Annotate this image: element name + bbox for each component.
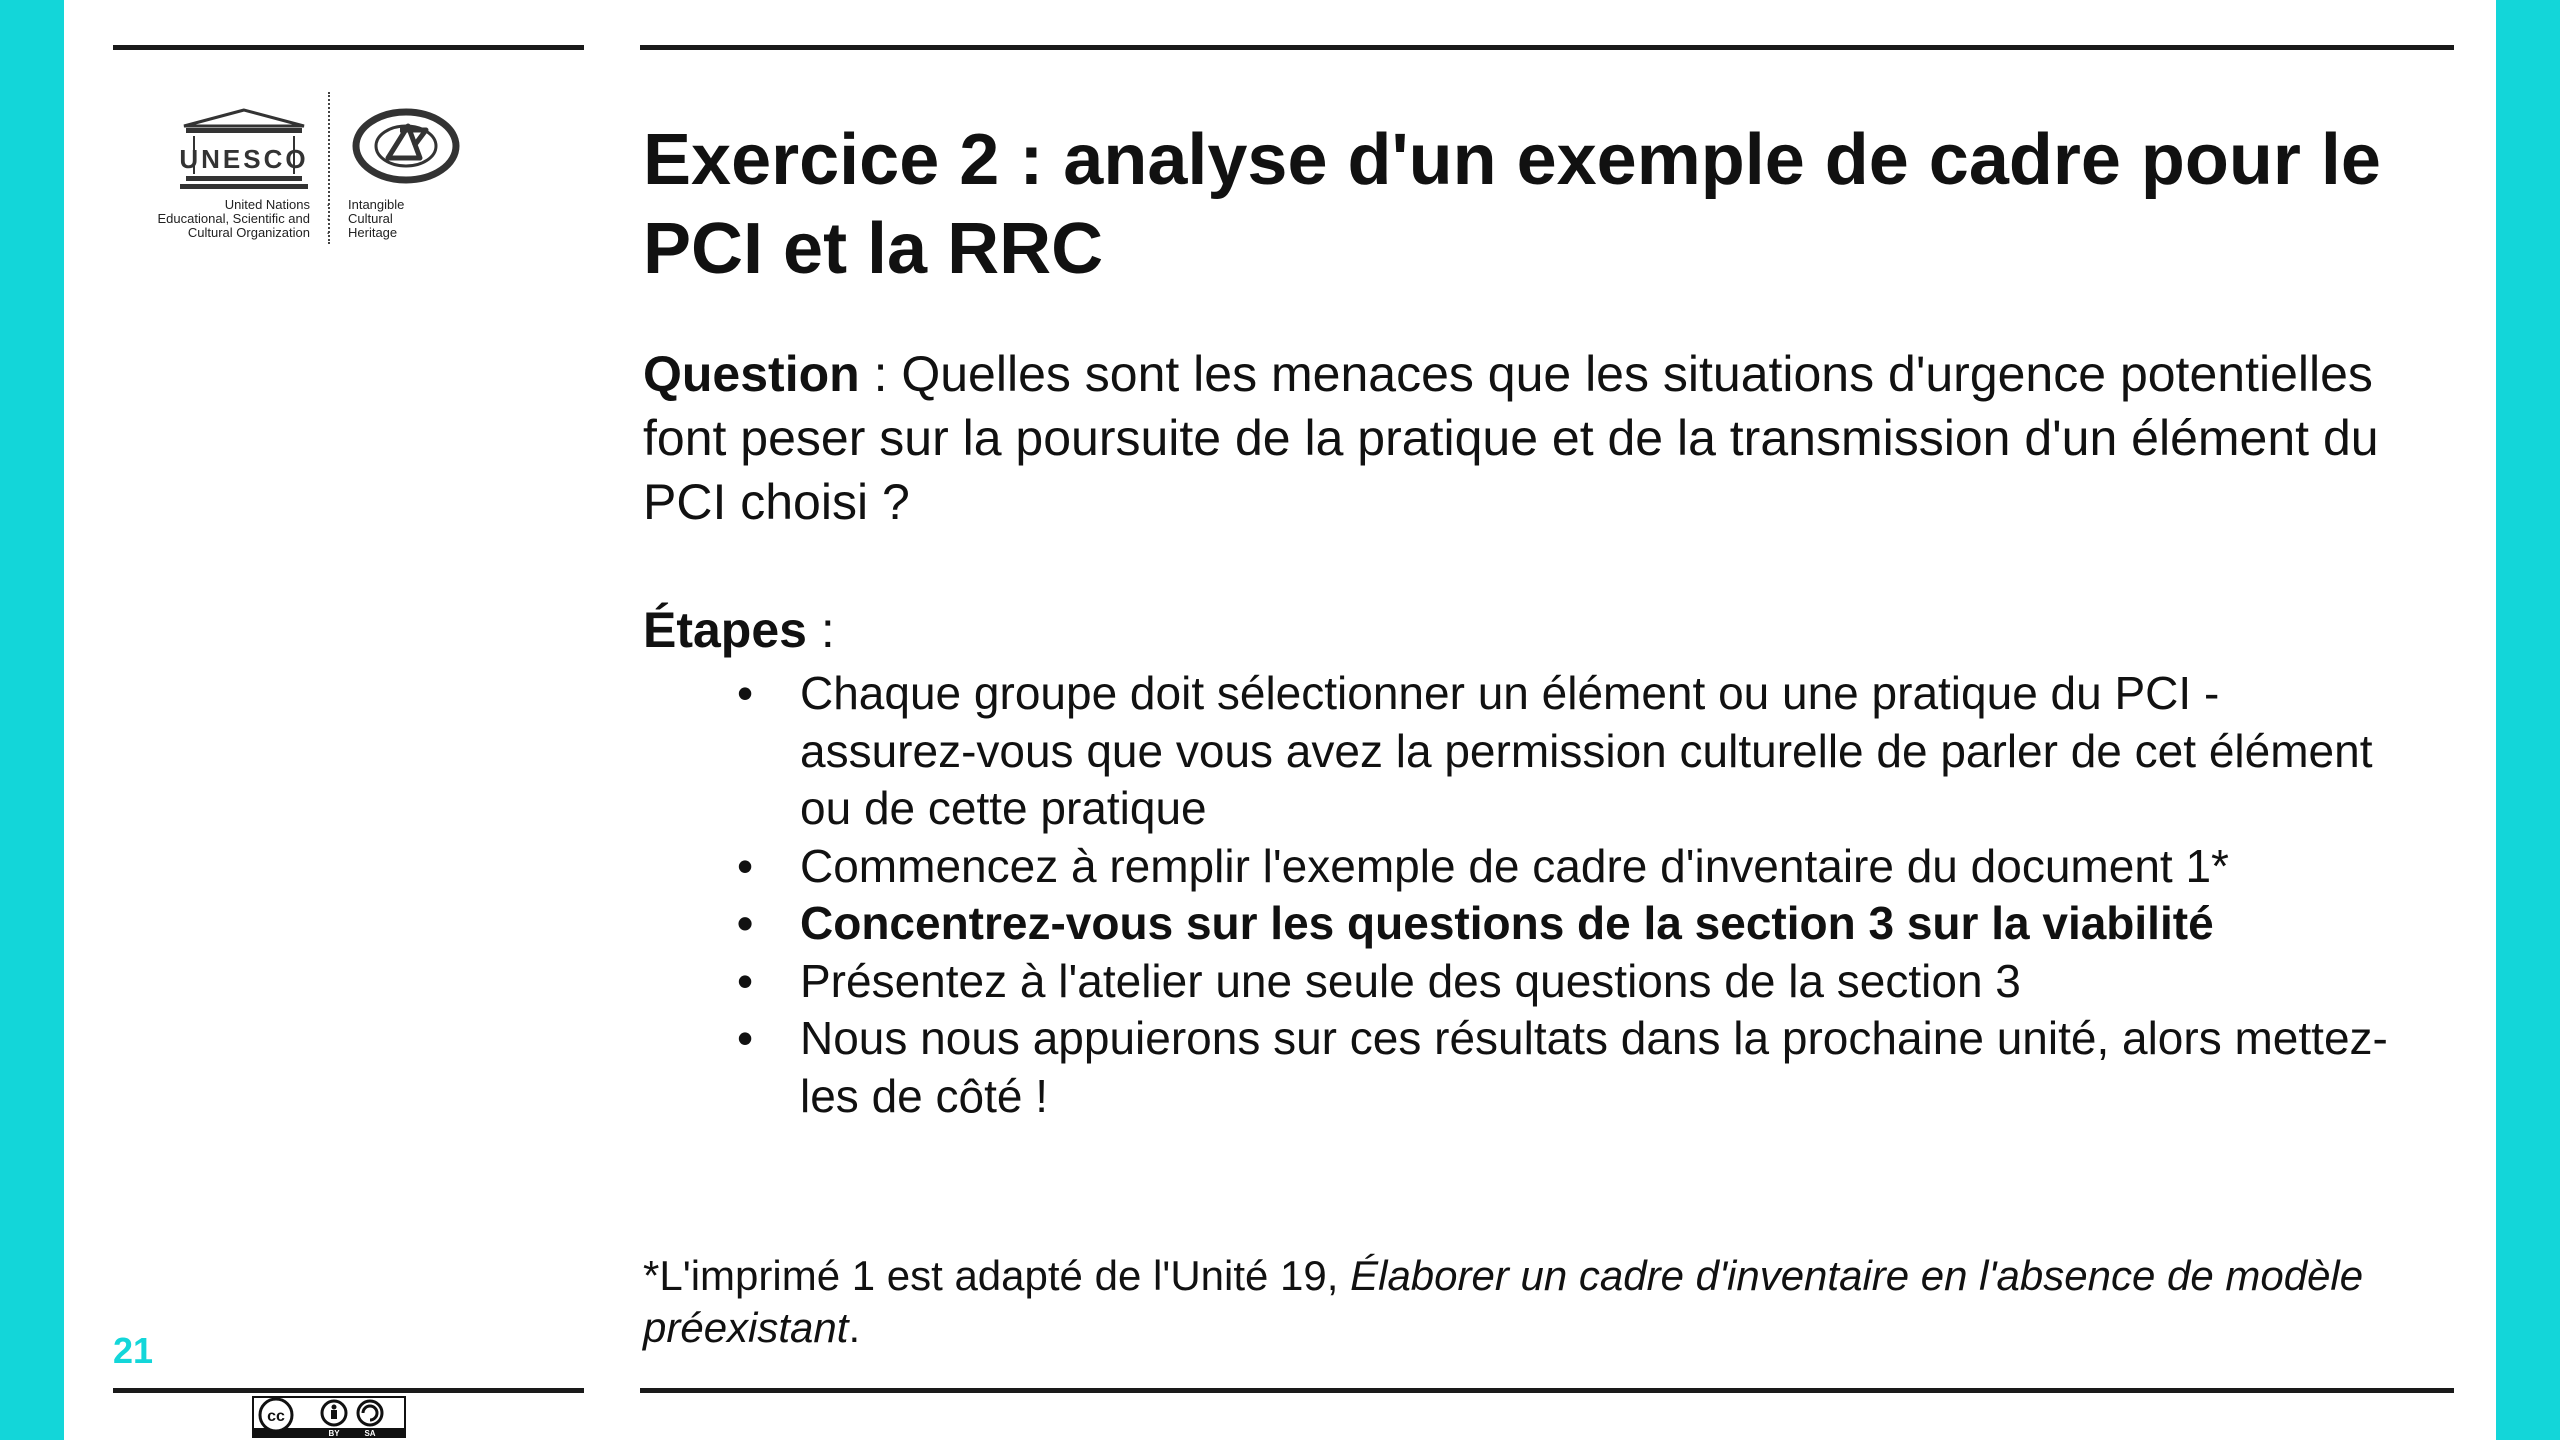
ich-name: [348, 198, 468, 240]
unesco-org-name: [110, 198, 310, 240]
question-text: : Quelles sont les menaces que les situations d'urgence potentielles font peser sur la poursuite de la pratique et de la transmission d'un élément du PCI choisi ?: [643, 346, 2379, 530]
steps-heading: [643, 598, 835, 662]
step-item: • Commencez à remplir l'exemple de cadre d'inventaire du document 1*: [643, 838, 2403, 896]
logo-dot-separator: · · ·: [326, 197, 331, 240]
bottom-right-rule: [640, 1388, 2454, 1393]
top-left-rule: [113, 45, 584, 50]
step-item: • Nous nous appuierons sur ces résultats dans la prochaine unité, alors mettez-les de côté !: [643, 1010, 2403, 1125]
footnote-plain: *L'imprimé 1 est adapté de l'Unité 19,: [643, 1252, 1351, 1299]
step-item: • Présentez à l'atelier une seule des questions de la section 3: [643, 953, 2403, 1011]
ich-line: Heritage: [348, 225, 398, 240]
org-line: United Nations: [224, 197, 310, 212]
org-line: Cultural Organization: [187, 225, 310, 240]
by-label: BY: [328, 1429, 340, 1438]
unesco-wordmark: UNESCO: [179, 144, 309, 174]
question-label: Question: [643, 346, 860, 402]
unesco-temple-icon: [178, 108, 310, 190]
sa-label: SA: [364, 1429, 376, 1438]
org-line: Educational, Scientific and: [157, 211, 310, 226]
page-number: 21: [113, 1330, 154, 1371]
cc-by-sa-license-badge[interactable]: [252, 1396, 406, 1438]
slide-title: Exercice 2 : analyse d'un exemple de cadre pour le PCI et la RRC: [643, 120, 2381, 289]
ich-line: Intangible: [348, 197, 405, 212]
step-item-emphasized: • Concentrez-vous sur les questions de la section 3 sur la viabilité: [643, 895, 2403, 953]
steps-list: [643, 665, 2403, 1125]
steps-label: Étapes: [643, 602, 807, 658]
unesco-ich-logo: [110, 92, 470, 252]
question-paragraph: [643, 342, 2423, 534]
footnote-italic: Élaborer un cadre d'inventaire en l'absence de modèle préexistant: [643, 1252, 2364, 1351]
ich-line: Cultural: [348, 211, 393, 226]
footnote: [643, 1250, 2443, 1354]
bottom-left-rule: [113, 1388, 584, 1393]
right-accent-bar: [2496, 0, 2560, 1440]
cc-badge-text: cc: [267, 1408, 285, 1425]
top-right-rule: [640, 45, 2454, 50]
left-accent-bar: [0, 0, 64, 1440]
footnote-end: .: [848, 1304, 861, 1351]
steps-suffix: :: [806, 602, 835, 658]
intangible-heritage-emblem-icon: [350, 106, 462, 186]
step-item: • Chaque groupe doit sélectionner un élément ou une pratique du PCI - assurez-vous que vous avez la permission culturelle de parler de cet élément ou de cette pratique: [643, 665, 2403, 838]
